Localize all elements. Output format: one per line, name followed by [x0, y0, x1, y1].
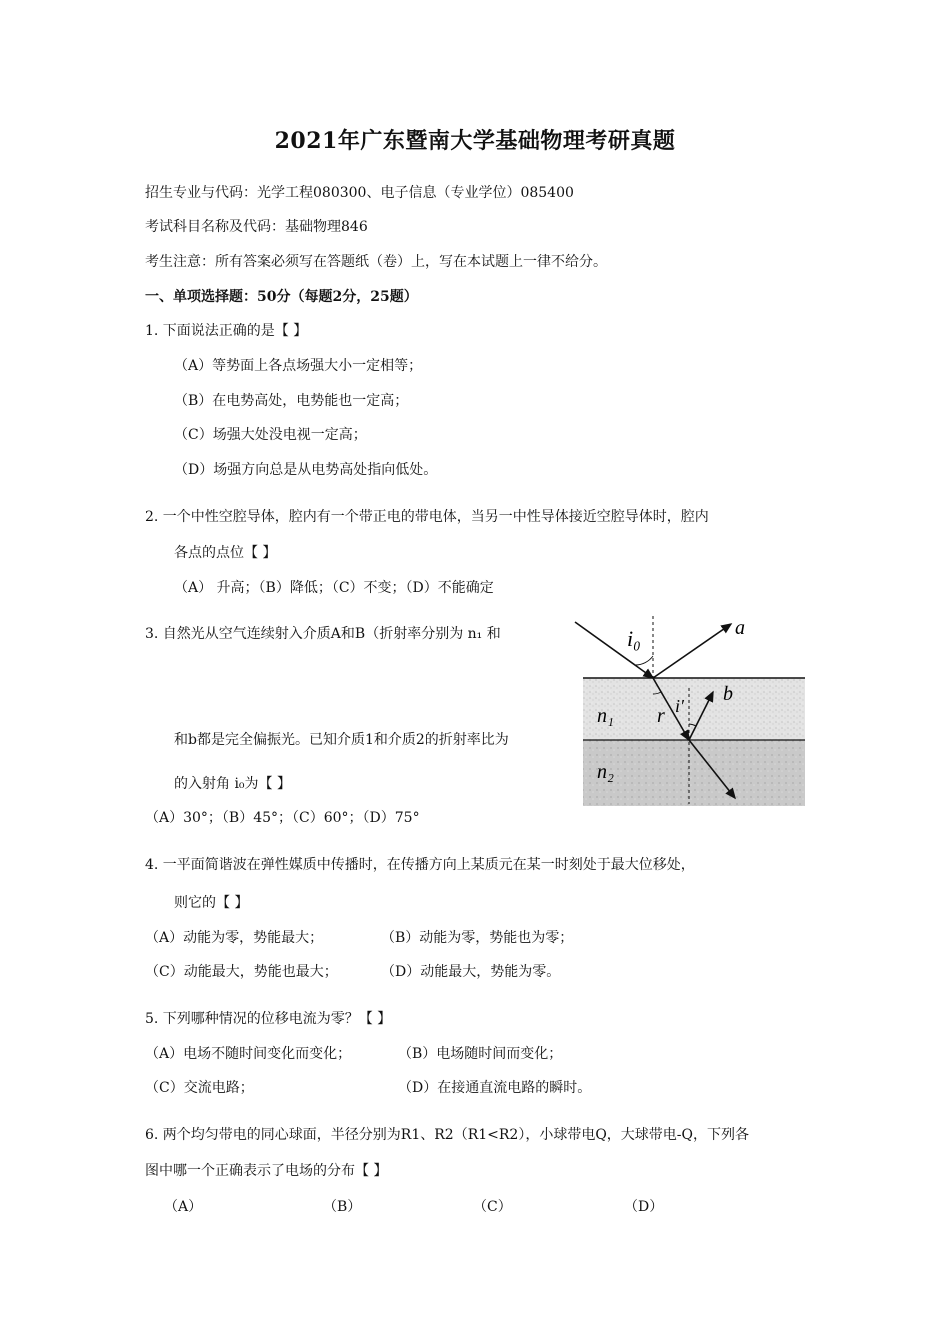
question-4-option-a: （A）动能为零，势能最大； — [145, 930, 324, 946]
question-3-stem-line2: 和b都是完全偏振光。已知介质1和介质2的折射率比为 — [174, 732, 509, 748]
question-4-stem-line2: 则它的【 】 — [174, 895, 249, 911]
label-a: a — [735, 617, 745, 639]
question-5-option-a: （A）电场不随时间变化而变化； — [145, 1046, 352, 1062]
question-4-option-b: （B）动能为零，势能也为零； — [381, 930, 574, 946]
polarization-figure — [553, 612, 807, 808]
question-6-stem-line1: 6. 两个均匀带电的同心球面，半径分别为R1、R2（R1<R2），小球带电Q，大球带电-Q，下列各 — [145, 1127, 750, 1143]
question-5-stem: 5. 下列哪种情况的位移电流为零？【 】 — [145, 1011, 392, 1027]
question-6-label-b: （B） — [323, 1199, 362, 1215]
question-6-label-d: （D） — [624, 1199, 664, 1215]
question-6-label-a: （A） — [164, 1199, 203, 1215]
question-2-stem-line2: 各点的点位【 】 — [174, 545, 277, 561]
major-code-line: 招生专业与代码：光学工程080300、电子信息（专业学位）085400 — [145, 185, 574, 201]
question-1-option-c: （C）场强大处没电视一定高； — [174, 427, 367, 443]
question-5-option-b: （B）电场随时间而变化； — [398, 1046, 563, 1062]
question-1-option-b: （B）在电势高处，电势能也一定高； — [174, 393, 409, 409]
question-6-label-c: （C） — [473, 1199, 512, 1215]
exam-notice: 考生注意：所有答案必须写在答题纸（卷）上，写在本试题上一律不给分。 — [145, 254, 607, 270]
question-4-option-d: （D）动能最大，势能为零。 — [381, 964, 561, 980]
question-4-stem-line1: 4. 一平面简谐波在弹性媒质中传播时，在传播方向上某质元在某一时刻处于最大位移处， — [145, 857, 695, 873]
question-6-stem-line2: 图中哪一个正确表示了电场的分布【 】 — [145, 1163, 388, 1179]
question-5-option-d: （D）在接通直流电路的瞬时。 — [398, 1080, 592, 1096]
question-4-option-c: （C）动能最大，势能也最大； — [145, 964, 338, 980]
question-3-options: （A）30°；（B）45°；（C）60°；（D）75° — [145, 810, 420, 826]
question-5-option-c: （C）交流电路； — [145, 1080, 254, 1096]
incident-ray — [575, 622, 653, 678]
label-b: b — [723, 683, 733, 705]
reflected-ray-a — [653, 624, 731, 678]
label-n2: n₂ — [597, 761, 614, 783]
angle-arc-i0 — [635, 656, 653, 665]
question-3-stem-line3: 的入射角 i₀为【 】 — [174, 776, 291, 792]
question-1-option-a: （A）等势面上各点场强大小一定相等； — [174, 358, 423, 374]
label-r: r — [657, 705, 665, 727]
label-i-prime: i′ — [675, 696, 684, 716]
question-2-options: （A） 升高；（B）降低；（C）不变；（D）不能确定 — [174, 580, 494, 596]
subject-code-line: 考试科目名称及代码：基础物理846 — [145, 219, 368, 235]
page-title: 2021年广东暨南大学基础物理考研真题 — [274, 128, 676, 154]
label-i0: i₀ — [627, 626, 641, 651]
question-1-stem: 1. 下面说法正确的是【 】 — [145, 323, 308, 339]
question-3-stem-line1: 3. 自然光从空气连续射入介质A和B（折射率分别为 n₁ 和 — [145, 626, 501, 642]
section-heading: 一、单项选择题：50分（每题2分，25题） — [145, 289, 418, 305]
question-2-stem-line1: 2. 一个中性空腔导体，腔内有一个带正电的带电体，当另一中性导体接近空腔导体时，腔内 — [145, 509, 709, 525]
medium-2-region — [583, 740, 805, 806]
question-1-option-d: （D）场强方向总是从电势高处指向低处。 — [174, 462, 438, 478]
label-n1: n₁ — [597, 705, 614, 727]
